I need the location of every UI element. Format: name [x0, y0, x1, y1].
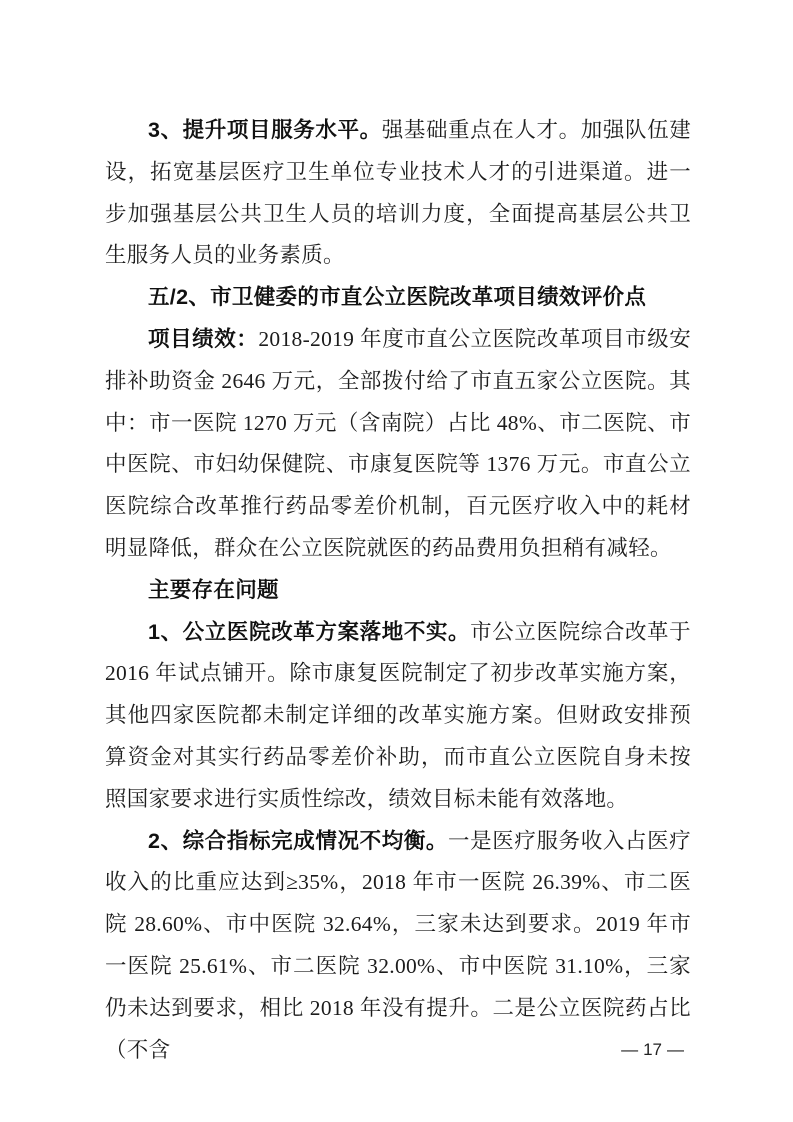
page-number: 17 — [643, 1040, 662, 1059]
paragraph-body-text: 强基础重点在人才。加强队伍建设，拓宽基层医疗卫生单位专业技术人才的引进渠道。进一步加强基层公共卫生人员的培训力度，全面提高基层公共卫生服务人员的业务素质。 — [105, 118, 691, 268]
page-number-footer — [616, 1040, 689, 1060]
heading-main-problems-text: 主要存在问题 — [148, 577, 279, 602]
heading-main-problems — [105, 570, 691, 612]
paragraph-project-performance — [105, 319, 691, 570]
paragraph-body-text: 2018-2019 年度市直公立医院改革项目市级安排补助资金 2646 万元，全部拨付给了市直五家公立医院。其中：市一医院 1270 万元（含南院）占比 48%、市二医院、市中医院、市妇幼保健院、市康复医院等 1376 万元。市直公立医院综合改革推行药品零差价机制，百元医疗收入中的耗材明显降低，群众在公立医院就医的药品费用负担稍有减轻。 — [105, 326, 691, 560]
section-heading-5-2 — [105, 277, 691, 319]
footer-dash-left: — — [621, 1040, 639, 1059]
paragraph-item-3-service-level — [105, 110, 691, 277]
paragraph-body-text: 市公立医院综合改革于 2016 年试点铺开。除市康复医院制定了初步改革实施方案，其他四家医院都未制定详细的改革实施方案。但财政安排预算资金对其实行药品零差价补助，而市直公立医院自身未按照国家要求进行实质性综改，绩效目标未能有效落地。 — [105, 619, 691, 811]
footer-dash-right: — — [667, 1040, 684, 1059]
paragraph-lead-bold-text: 2、综合指标完成情况不均衡。 — [148, 828, 449, 853]
paragraph-lead-bold-text: 1、公立医院改革方案落地不实。 — [148, 619, 471, 644]
paragraph-lead-bold-text: 3、提升项目服务水平。 — [148, 118, 382, 142]
section-heading-text: 五/2、市卫健委的市直公立医院改革项目绩效评价点 — [148, 285, 647, 310]
paragraph-problem-1 — [105, 612, 691, 821]
paragraph-body-text: 一是医疗服务收入占医疗收入的比重应达到≥35%，2018 年市一医院 26.39%、市二医院 28.60%、市中医院 32.64%，三家未达到要求。2019 年市一医院 25.61%、市二医院 32.00%、市中医院 31.10%，三家仍未达到要求，相比 2018 年没有提升。二是公立医院药占比（不含 — [105, 828, 691, 1062]
paragraph-lead-bold-text: 项目绩效： — [148, 326, 259, 351]
document-text-block — [105, 110, 691, 1071]
paragraph-problem-2 — [105, 821, 691, 1072]
